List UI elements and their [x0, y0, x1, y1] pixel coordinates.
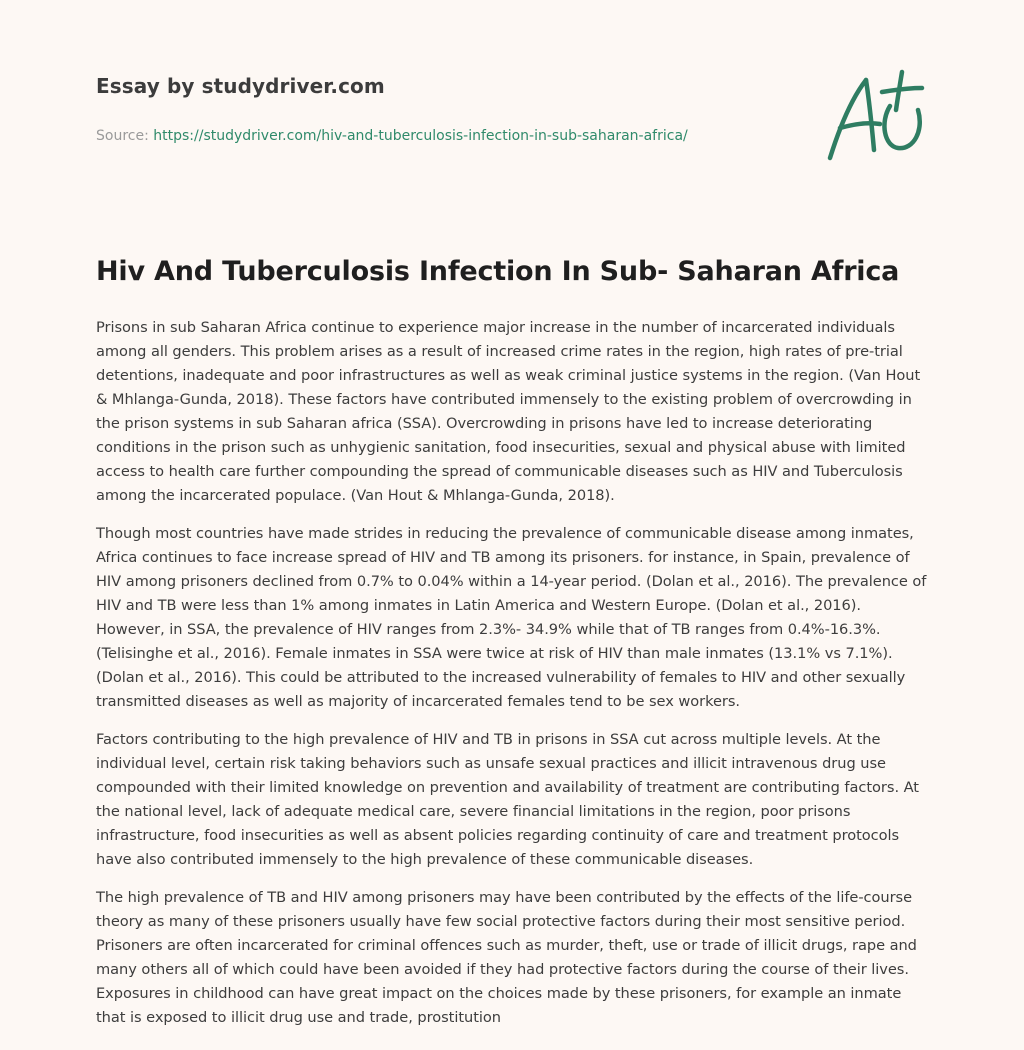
a-plus-logo-icon	[820, 66, 932, 166]
essay-paragraph: Though most countries have made strides in reducing the prevalence of communicable disease among inmates, Africa continues to face increase spread of HIV and TB among its prisoners. for instance, in Spain, prevalence of HIV among prisoners declined from 0.7% to 0.04% within a 14-year period. (Dolan et al., 2016). The prevalence of HIV and TB were less than 1% among inmates in Latin America and Western Europe. (Dolan et al., 2016). However, in SSA, the prevalence of HIV ranges from 2.3%- 34.9% while that of TB ranges from 0.4%-16.3%. (Telisinghe et al., 2016). Female inmates in SSA were twice at risk of HIV than male inmates (13.1% vs 7.1%). (Dolan et al., 2016). This could be attributed to the increased vulnerability of females to HIV and other sexually transmitted diseases as well as majority of incarcerated females tend to be sex workers.	[96, 525, 927, 710]
essay-header	[96, 74, 796, 144]
essay-paragraph: Factors contributing to the high prevalence of HIV and TB in prisons in SSA cut across multiple levels. At the individual level, certain risk taking behaviors such as unsafe sexual practices and illicit intravenous drug use compounded with their limited knowledge on prevention and availability of treatment are contributing factors. At the national level, lack of adequate medical care, severe financial limitations in the region, poor prisons infrastructure, food insecurities as well as absent policies regarding continuity of care and treatment protocols have also contributed immensely to the high prevalence of these communicable diseases.	[96, 731, 919, 868]
essay-body	[96, 316, 932, 1044]
source-link[interactable]: https://studydriver.com/hiv-and-tuberculosis-infection-in-sub-saharan-africa/	[153, 128, 688, 144]
site-brand: Essay by studydriver.com	[96, 74, 385, 98]
source-line	[96, 128, 796, 144]
essay-paragraph: Prisons in sub Saharan Africa continue to experience major increase in the number of incarcerated individuals among all genders. This problem arises as a result of increased crime rates in the region, high rates of pre-trial detentions, inadequate and poor infrastructures as well as weak criminal justice systems in the region. (Van Hout & Mhlanga-Gunda, 2018). These factors have contributed immensely to the existing problem of overcrowding in the prison systems in sub Saharan africa (SSA). Overcrowding in prisons have led to increase deteriorating conditions in the prison such as unhygienic sanitation, food insecurities, sexual and physical abuse with limited access to health care further compounding the spread of communicable diseases such as HIV and Tuberculosis among the incarcerated populace. (Van Hout & Mhlanga-Gunda, 2018).	[96, 319, 921, 504]
essay-title: Hiv And Tuberculosis Infection In Sub- Saharan Africa	[96, 256, 900, 287]
essay-paragraph: The high prevalence of TB and HIV among prisoners may have been contributed by the effects of the life-course theory as many of these prisoners usually have few social protective factors during their most sensitive period. Prisoners are often incarcerated for criminal offences such as murder, theft, use or trade of illicit drugs, rape and many others all of which could have been avoided if they had protective factors during the course of their lives. Exposures in childhood can have great impact on the choices made by these prisoners, for example an inmate that is exposed to illicit drug use and trade, prostitution	[96, 889, 917, 1026]
source-label: Source:	[96, 128, 154, 144]
